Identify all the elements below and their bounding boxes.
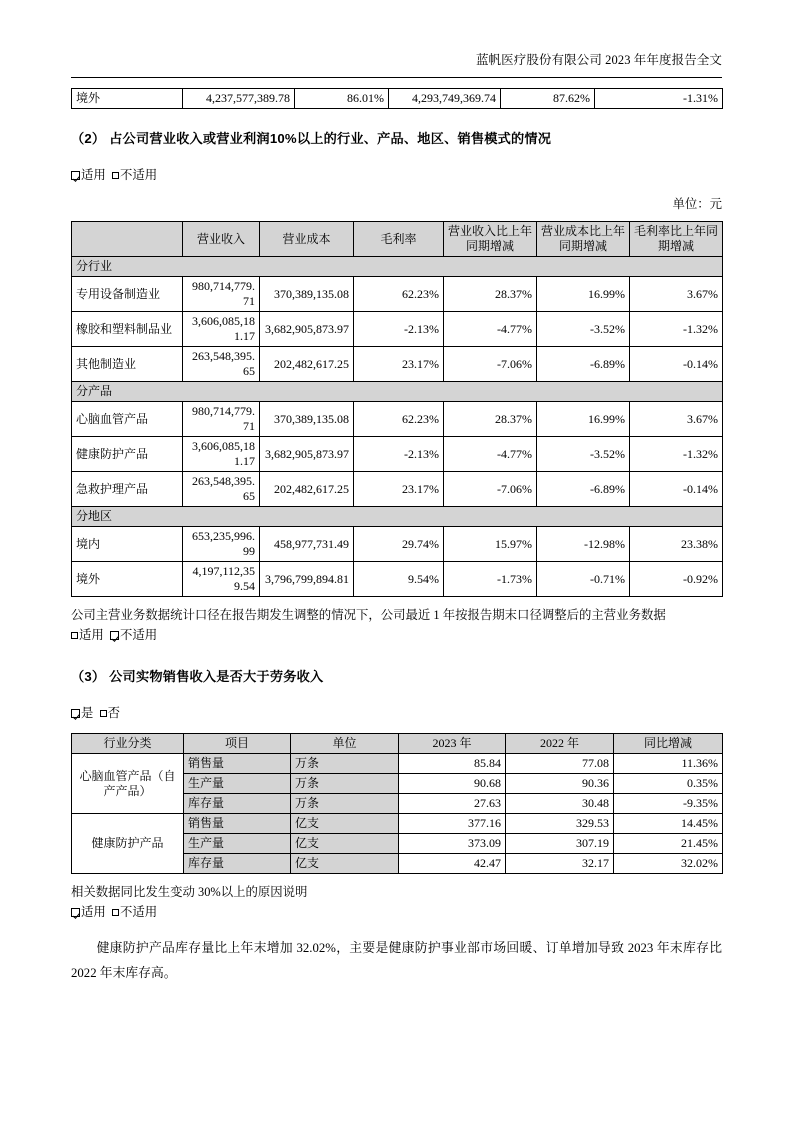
table-header-row xyxy=(72,222,723,257)
cell-cost-yoy: -12.98% xyxy=(537,527,630,562)
cell-cost: 202,482,617.25 xyxy=(260,347,354,382)
running-header: 蓝帆医疗股份有限公司 2023 年年度报告全文 xyxy=(475,53,722,67)
cell-margin-yoy: -0.14% xyxy=(630,347,723,382)
cell-revenue-yoy: -4.77% xyxy=(444,437,537,472)
group-label: 分产品 xyxy=(72,382,723,402)
header-divider xyxy=(71,77,722,78)
category-label: 心脑血管产品（自产产品） xyxy=(72,754,184,814)
row-label: 健康防护产品 xyxy=(72,437,183,472)
cell-value: -1.31% xyxy=(595,89,723,109)
cell-cost-yoy: -3.52% xyxy=(537,437,630,472)
col-header-margin: 毛利率 xyxy=(354,222,444,257)
item-label: 生产量 xyxy=(184,774,291,794)
cell-cost-yoy: -6.89% xyxy=(537,472,630,507)
group-label: 分行业 xyxy=(72,257,723,277)
col-header-yoy: 同比增减 xyxy=(614,734,723,754)
checkbox-checked-icon[interactable] xyxy=(71,171,80,180)
col-header-blank xyxy=(72,222,183,257)
checkbox-checked-icon[interactable] xyxy=(71,709,80,718)
cell-cost: 202,482,617.25 xyxy=(260,472,354,507)
cell-2023: 42.47 xyxy=(399,854,506,874)
not-applicable-label: 不适用 xyxy=(119,168,158,182)
table-row xyxy=(72,312,723,347)
unit-label: 万条 xyxy=(291,754,399,774)
cell-yoy: 21.45% xyxy=(614,834,723,854)
col-header-revenue: 营业收入 xyxy=(183,222,260,257)
checkbox-unchecked-icon[interactable] xyxy=(71,632,78,639)
col-header-year-2023: 2023 年 xyxy=(399,734,506,754)
cell-margin: 9.54% xyxy=(354,562,444,597)
cell-yoy: 0.35% xyxy=(614,774,723,794)
col-header-unit: 单位 xyxy=(291,734,399,754)
table-row xyxy=(72,402,723,437)
cell-revenue-yoy: 15.97% xyxy=(444,527,537,562)
row-label: 急救护理产品 xyxy=(72,472,183,507)
continued-table-fragment xyxy=(71,88,723,109)
col-header-year-2022: 2022 年 xyxy=(506,734,614,754)
checkbox-unchecked-icon[interactable] xyxy=(100,710,107,717)
col-header-cost: 营业成本 xyxy=(260,222,354,257)
table-row xyxy=(72,754,723,774)
cell-value: 87.62% xyxy=(501,89,595,109)
section-3-title: （3） 公司实物销售收入是否大于劳务收入 xyxy=(71,669,324,684)
item-label: 销售量 xyxy=(184,754,291,774)
table-row xyxy=(72,347,723,382)
cell-cost: 3,682,905,873.97 xyxy=(260,312,354,347)
cell-yoy: 32.02% xyxy=(614,854,723,874)
checkbox-checked-icon[interactable] xyxy=(110,631,119,640)
cell-2022: 90.36 xyxy=(506,774,614,794)
col-header-revenue-yoy: 营业收入比上年同期增减 xyxy=(444,222,537,257)
adjustment-note: 公司主营业务数据统计口径在报告期发生调整的情况下，公司最近 1 年按报告期末口径调整后的主营业务数据 xyxy=(71,608,666,622)
group-header-row xyxy=(72,257,723,277)
table-row xyxy=(72,814,723,834)
cell-cost: 458,977,731.49 xyxy=(260,527,354,562)
cell-revenue: 653,235,996.99 xyxy=(183,527,260,562)
cell-revenue-yoy: 28.37% xyxy=(444,402,537,437)
revenue-breakdown-table xyxy=(71,221,723,597)
cell-margin-yoy: 3.67% xyxy=(630,277,723,312)
unit-label: 亿支 xyxy=(291,854,399,874)
cell-revenue: 3,606,085,181.17 xyxy=(183,312,260,347)
variation-applicable-row xyxy=(71,902,722,922)
cell-revenue-yoy: -7.06% xyxy=(444,347,537,382)
col-header-margin-yoy: 毛利率比上年同期增减 xyxy=(630,222,723,257)
cell-cost-yoy: -0.71% xyxy=(537,562,630,597)
row-label: 专用设备制造业 xyxy=(72,277,183,312)
explanation-paragraph: 健康防护产品库存量比上年末增加 32.02%，主要是健康防护事业部市场回暖、订单增加导致 2023 年末库存比 2022 年末库存高。 xyxy=(71,941,722,980)
cell-cost: 370,389,135.08 xyxy=(260,277,354,312)
unit-note: 单位：元 xyxy=(672,197,722,211)
table-row xyxy=(72,89,723,109)
col-header-item: 项目 xyxy=(184,734,291,754)
row-label: 境外 xyxy=(72,562,183,597)
cell-margin: 23.17% xyxy=(354,347,444,382)
unit-label: 亿支 xyxy=(291,834,399,854)
checkbox-checked-icon[interactable] xyxy=(71,908,80,917)
cell-revenue-yoy: -4.77% xyxy=(444,312,537,347)
cell-2023: 373.09 xyxy=(399,834,506,854)
table-row xyxy=(72,527,723,562)
col-header-cost-yoy: 营业成本比上年同期增减 xyxy=(537,222,630,257)
cell-2023: 85.84 xyxy=(399,754,506,774)
table-row xyxy=(72,277,723,312)
table-row xyxy=(72,437,723,472)
unit-label: 亿支 xyxy=(291,814,399,834)
cell-cost-yoy: -3.52% xyxy=(537,312,630,347)
sales-volume-table xyxy=(71,733,723,874)
cell-margin-yoy: 23.38% xyxy=(630,527,723,562)
cell-margin: 62.23% xyxy=(354,402,444,437)
cell-2022: 77.08 xyxy=(506,754,614,774)
cell-margin: 62.23% xyxy=(354,277,444,312)
cell-cost-yoy: 16.99% xyxy=(537,277,630,312)
cell-revenue: 980,714,779.71 xyxy=(183,277,260,312)
cell-cost-yoy: -6.89% xyxy=(537,347,630,382)
table-row xyxy=(72,472,723,507)
section-3-yesno-row xyxy=(71,703,722,723)
table-row xyxy=(72,562,723,597)
cell-2023: 27.63 xyxy=(399,794,506,814)
cell-margin-yoy: -0.14% xyxy=(630,472,723,507)
cell-margin-yoy: 3.67% xyxy=(630,402,723,437)
cell-revenue-yoy: 28.37% xyxy=(444,277,537,312)
checkbox-unchecked-icon[interactable] xyxy=(112,909,119,916)
group-header-row xyxy=(72,507,723,527)
page-content xyxy=(71,88,722,986)
applicable-label: 适用 xyxy=(81,905,106,919)
cell-revenue: 4,197,112,359.54 xyxy=(183,562,260,597)
cell-value: 4,237,577,389.78 xyxy=(183,89,295,109)
cell-revenue: 263,548,395.65 xyxy=(183,347,260,382)
cell-yoy: -9.35% xyxy=(614,794,723,814)
cell-cost-yoy: 16.99% xyxy=(537,402,630,437)
section-2-title: （2） 占公司营业收入或营业利润10%以上的行业、产品、地区、销售模式的情况 xyxy=(71,131,552,146)
cell-2022: 329.53 xyxy=(506,814,614,834)
row-label: 境外 xyxy=(72,89,183,109)
cell-2022: 32.17 xyxy=(506,854,614,874)
row-label: 其他制造业 xyxy=(72,347,183,382)
group-label: 分地区 xyxy=(72,507,723,527)
cell-cost: 370,389,135.08 xyxy=(260,402,354,437)
checkbox-unchecked-icon[interactable] xyxy=(112,172,119,179)
cell-margin: -2.13% xyxy=(354,437,444,472)
group-header-row xyxy=(72,382,723,402)
cell-margin: 29.74% xyxy=(354,527,444,562)
cell-2023: 377.16 xyxy=(399,814,506,834)
cell-cost: 3,796,799,894.81 xyxy=(260,562,354,597)
adjustment-applicable-row xyxy=(71,625,722,645)
cell-yoy: 14.45% xyxy=(614,814,723,834)
applicable-label: 适用 xyxy=(79,628,104,642)
cell-margin-yoy: -0.92% xyxy=(630,562,723,597)
cell-revenue-yoy: -1.73% xyxy=(444,562,537,597)
row-label: 橡胶和塑料制品业 xyxy=(72,312,183,347)
cell-cost: 3,682,905,873.97 xyxy=(260,437,354,472)
not-applicable-label: 不适用 xyxy=(119,628,158,642)
cell-margin: 23.17% xyxy=(354,472,444,507)
cell-yoy: 11.36% xyxy=(614,754,723,774)
cell-revenue: 980,714,779.71 xyxy=(183,402,260,437)
cell-revenue-yoy: -7.06% xyxy=(444,472,537,507)
item-label: 销售量 xyxy=(184,814,291,834)
no-label: 否 xyxy=(107,706,120,720)
cell-margin-yoy: -1.32% xyxy=(630,437,723,472)
col-header-category: 行业分类 xyxy=(72,734,184,754)
cell-value: 86.01% xyxy=(295,89,389,109)
applicable-label: 适用 xyxy=(81,168,106,182)
not-applicable-label: 不适用 xyxy=(119,905,158,919)
cell-revenue: 3,606,085,181.17 xyxy=(183,437,260,472)
table-header-row xyxy=(72,734,723,754)
item-label: 生产量 xyxy=(184,834,291,854)
cell-revenue: 263,548,395.65 xyxy=(183,472,260,507)
cell-margin-yoy: -1.32% xyxy=(630,312,723,347)
item-label: 库存量 xyxy=(184,794,291,814)
cell-2023: 90.68 xyxy=(399,774,506,794)
cell-2022: 30.48 xyxy=(506,794,614,814)
unit-label: 万条 xyxy=(291,774,399,794)
section-2-applicable-row xyxy=(71,165,722,185)
variation-note: 相关数据同比发生变动 30%以上的原因说明 xyxy=(71,885,308,899)
item-label: 库存量 xyxy=(184,854,291,874)
cell-margin: -2.13% xyxy=(354,312,444,347)
cell-2022: 307.19 xyxy=(506,834,614,854)
category-label: 健康防护产品 xyxy=(72,814,184,874)
cell-value: 4,293,749,369.74 xyxy=(389,89,501,109)
yes-label: 是 xyxy=(81,706,94,720)
row-label: 境内 xyxy=(72,527,183,562)
unit-label: 万条 xyxy=(291,794,399,814)
row-label: 心脑血管产品 xyxy=(72,402,183,437)
